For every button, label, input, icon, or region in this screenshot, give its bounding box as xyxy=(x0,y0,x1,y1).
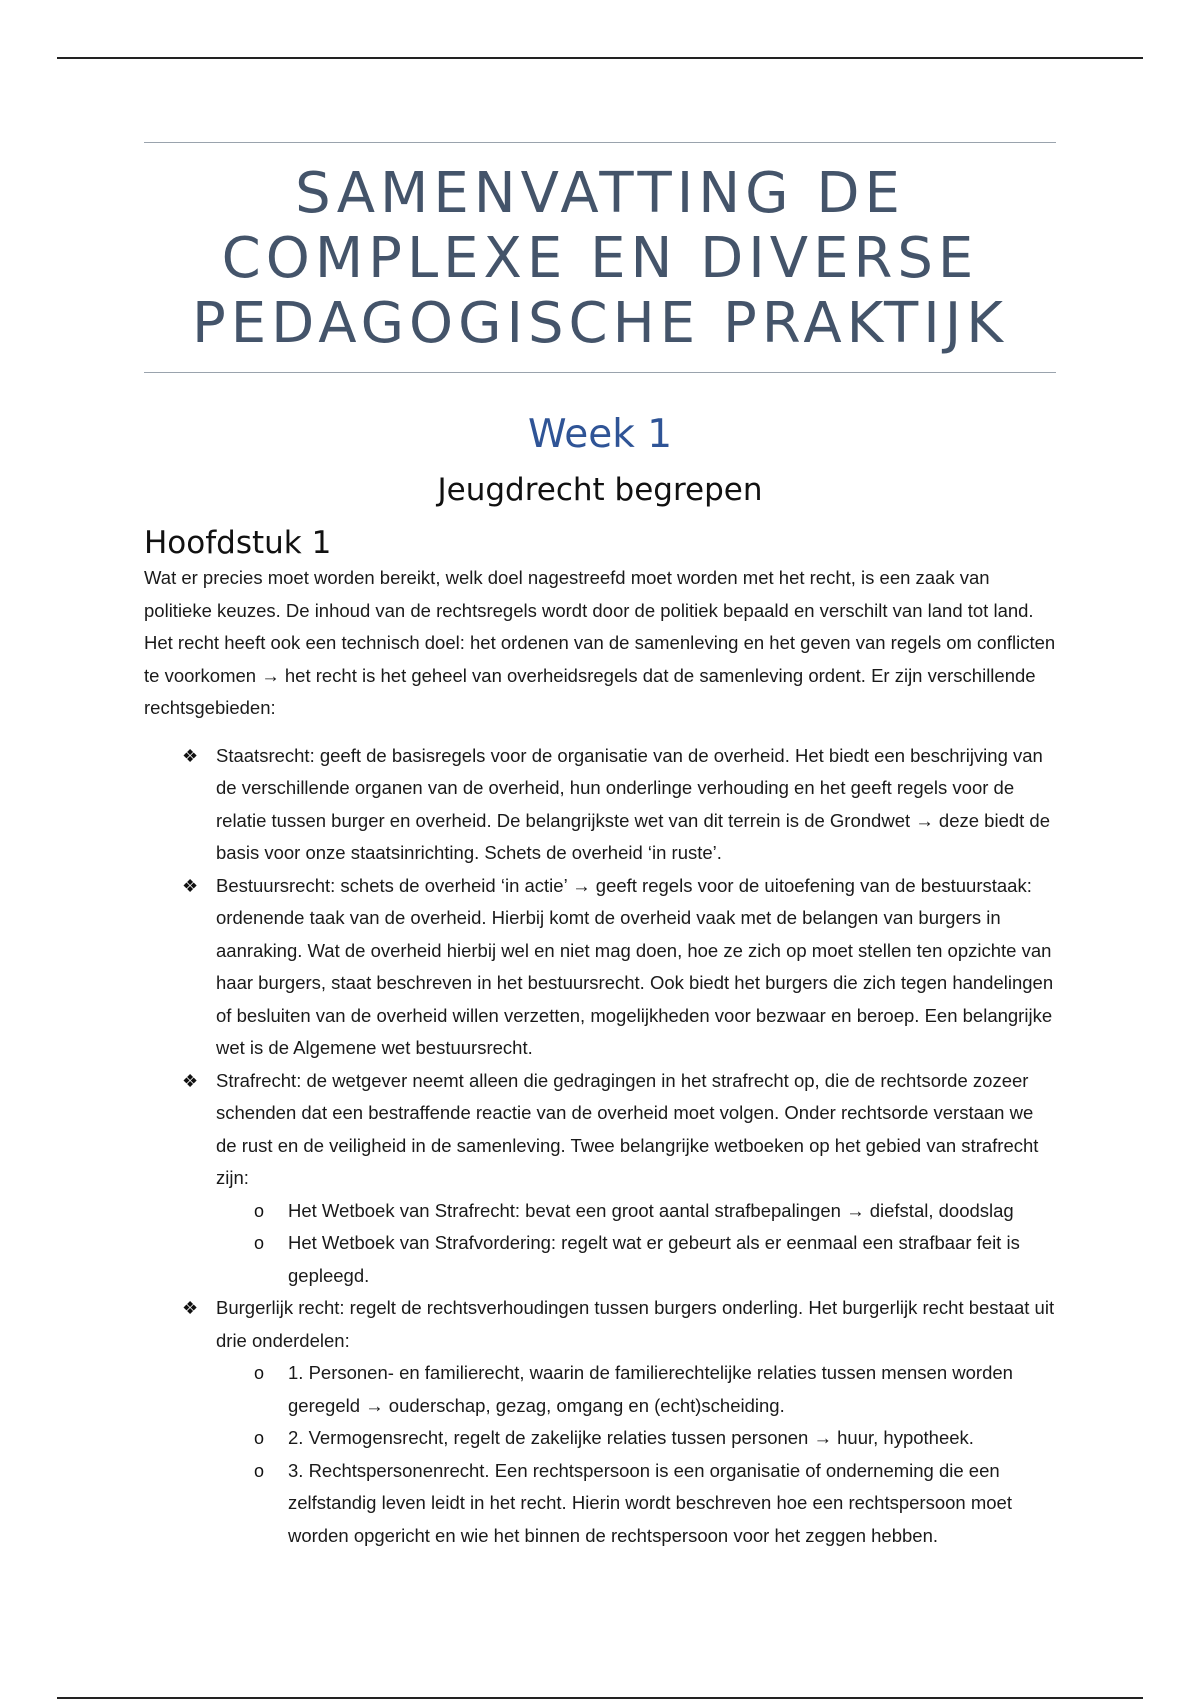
document-body xyxy=(144,142,1056,1552)
law-areas-list xyxy=(144,740,1056,1553)
sub-list-item-text: Het Wetboek van Strafvordering: regelt wat er gebeurt als er eenmaal een strafbaar feit is gepleegd. xyxy=(288,1232,1020,1286)
sub-list-item-text: 3. Rechtspersonenrecht. Een rechtspersoon is een organisatie of onderneming die een zelfstandig leven leidt in het recht. Hierin wordt beschreven hoe een rechtspersoon moet worden opgericht en wie het binnen de rechtspersoon voor het zeggen hebben. xyxy=(288,1459,1012,1546)
sub-list-item xyxy=(216,1455,1056,1553)
list-item-text: Strafrecht: de wetgever neemt alleen die gedragingen in het strafrecht op, die de rechtsorde zozeer schenden dat een bestraffende reactie van de overheid moet volgen. Onder rechtsorde verstaan we de rust en de veiligheid in de samenleving. Twee belangrijke wetboeken op het gebied van strafrecht zijn: xyxy=(216,1069,1039,1188)
list-item-text: Burgerlijk recht: regelt de rechtsverhoudingen tussen burgers onderling. Het burgerlijk recht bestaat uit drie onderdelen: xyxy=(216,1297,1055,1351)
list-item-strafrecht xyxy=(144,1065,1056,1293)
sub-list-item xyxy=(216,1357,1056,1422)
sub-list-item-text: 2. Vermogensrecht, regelt de zakelijke relaties tussen personen → huur, hypotheek. xyxy=(288,1427,974,1448)
list-item-bestuursrecht xyxy=(144,870,1056,1065)
chapter-heading: Hoofdstuk 1 xyxy=(144,525,332,561)
sub-list-item xyxy=(216,1195,1056,1228)
page-bottom-rule xyxy=(57,1697,1143,1699)
circle-bullet-icon: o xyxy=(254,1428,265,1448)
diamond-bullet-icon: ❖ xyxy=(182,875,199,896)
document-title xyxy=(144,161,1056,356)
section-subtitle: Jeugdrecht begrepen xyxy=(437,472,763,508)
list-item-text: Staatsrecht: geeft de basisregels voor de organisatie van de overheid. Het biedt een beschrijving van de verschillende organen van de overheid, hun onderlinge verhouding en het geeft regels voor de relatie tussen burger en overheid. De belangrijkste wet van dit terrein is de Grondwet → deze biedt de basis voor onze staatsinrichting. Schets de overheid ‘in ruste’. xyxy=(216,744,1050,863)
list-item-burgerlijk-recht xyxy=(144,1292,1056,1552)
diamond-bullet-icon: ❖ xyxy=(182,1070,199,1091)
week-heading: Week 1 xyxy=(527,412,673,457)
circle-bullet-icon: o xyxy=(254,1200,265,1221)
list-item-staatsrecht xyxy=(144,740,1056,870)
sub-list-item-text: Het Wetboek van Strafrecht: bevat een groot aantal strafbepalingen → diefstal, doodslag xyxy=(288,1199,1014,1221)
title-bottom-rule xyxy=(144,372,1056,373)
title-top-rule xyxy=(144,142,1056,143)
title-line: SAMENVATTING DE xyxy=(295,161,905,226)
circle-bullet-icon: o xyxy=(254,1233,265,1253)
title-line: PEDAGOGISCHE PRAKTIJK xyxy=(192,291,1008,356)
list-item-text: Bestuursrecht: schets de overheid ‘in actie’ → geeft regels voor de uitoefening van de bestuurstaak: ordenende taak van de overheid. Hierbij komt de overheid vaak met de belangen van burgers in aanraking. Wat de overheid hierbij wel en niet mag doen, hoe ze zich op moet stellen ten opzichte van haar burgers, staat beschreven in het bestuursrecht. Ook biedt het burgers die zich tegen handelingen of besluiten van de overheid willen verzetten, mogelijkheden voor bezwaar en beroep. Een belangrijke wet is de Algemene wet bestuursrecht. xyxy=(216,874,1054,1058)
title-line: COMPLEXE EN DIVERSE xyxy=(221,226,979,291)
sub-list-item xyxy=(216,1227,1056,1292)
diamond-bullet-icon: ❖ xyxy=(182,1298,199,1318)
page-top-rule xyxy=(57,57,1143,59)
circle-bullet-icon: o xyxy=(254,1363,265,1383)
sub-list-item-text: 1. Personen- en familierecht, waarin de familierechtelijke relaties tussen mensen worden geregeld → ouderschap, gezag, omgang en (echt)scheiding. xyxy=(288,1362,1013,1416)
circle-bullet-icon: o xyxy=(254,1460,265,1481)
sub-list xyxy=(216,1357,1056,1552)
intro-paragraph: Wat er precies moet worden bereikt, welk doel nagestreefd moet worden met het recht, is een zaak van politieke keuzes. De inhoud van de rechtsregels wordt door de politiek bepaald en verschilt van land tot land. Het recht heeft ook een technisch doel: het ordenen van de samenleving en het geven van regels om conflicten te voorkomen → het recht is het geheel van overheidsregels dat de samenleving ordent. Er zijn verschillende rechtsgebieden: xyxy=(144,567,1056,718)
diamond-bullet-icon: ❖ xyxy=(182,745,199,766)
sub-list-item xyxy=(216,1422,1056,1455)
sub-list xyxy=(216,1195,1056,1293)
